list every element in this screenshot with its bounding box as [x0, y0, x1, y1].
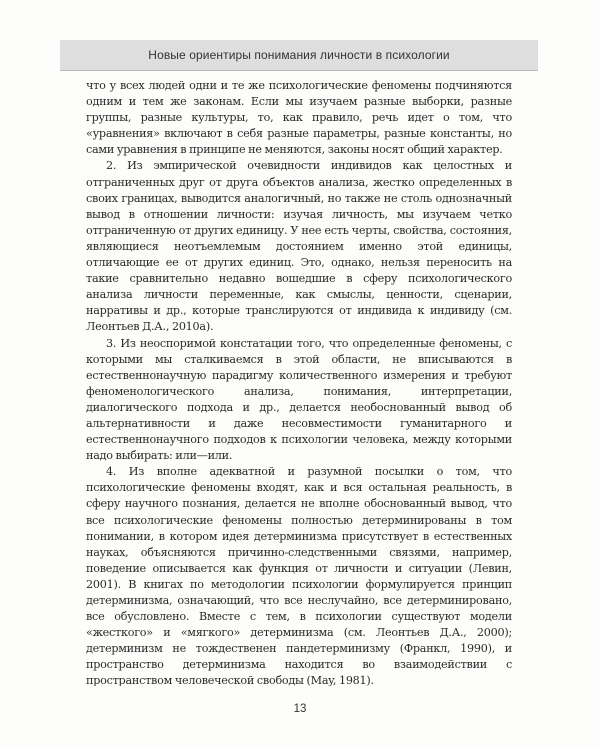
- paragraph-2: 2. Из эмпирической очевидности индивидов как целостных и отграниченных друг от друга объектов анализа, жестко определенных в своих границах, выводится аналогичный, но также не столь однозначный вывод в отношении личности: изучая личность, мы изучаем четко отграниченную от других единицу. У нее есть черты, свойства, состояния, являющиеся неотъемлемым достоянием именно этой единицы, отличающие ее от других единиц. Это, однако, нельзя переносить на такие сравнительно недавно вошедшие в сферу психологического анализа личности переменные, как смыслы, ценности, сценарии, нарративы и др., которые транслируются от индивида к индивиду (см. Леонтьев Д.А., 2010а).: [86, 159, 512, 334]
- paragraph-continuation: что у всех людей одни и те же психологические феномены подчиняются одним и тем же законам. Если мы изучаем разные выборки, разные группы, разные культуры, то, как правило, речь идет о том, что «уравнения» включают в себя разные параметры, разные константы, но сами уравнения в принципе не меняются, законы носят общий характер.: [86, 79, 512, 157]
- page-number: 13: [293, 703, 307, 715]
- running-header: [60, 40, 538, 71]
- body-text: [86, 78, 512, 686]
- running-title: Новые ориентиры понимания личности в психологии: [148, 48, 450, 62]
- paragraph-4: 4. Из вполне адекватной и разумной посылки о том, что психологические феномены входят, как и вся остальная реальность, в сферу научного познания, делается не вполне обоснованный вывод, что все психологические феномены полностью детерминированы в том понимании, в котором идея детерминизма присутствует в естественных науках, объясняются причинно-следственными связями, например, поведение описывается как функция от личности и ситуации (Левин, 2001). В книгах по методологии психологии формулируется принцип детерминизма, означающий, что все неслучайно, все детерминировано, все обусловлено. Вместе с тем, в психологии существуют модели «жесткого» и «мягкого» детерминизма (см. Леонтьев Д.А., 2000); детерминизм не тождественен пандетерминизму (Франкл, 1990), и пространство детерминизма находится во взаимодействии с пространством человеческой свободы (May, 1981).: [86, 465, 512, 686]
- paragraph-3: 3. Из неоспоримой констатации того, что определенные феномены, с которыми мы сталкиваемся в этой области, не вписываются в естественнонаучную парадигму количественного измерения и требуют феноменологического анализа, понимания, интерпретации, диалогического подхода и др., делается необоснованный вывод об альтернативности и даже несовместимости гуманитарного и естественнонаучного подходов к психологии человека, между которыми надо выбирать: или—или.: [86, 336, 512, 463]
